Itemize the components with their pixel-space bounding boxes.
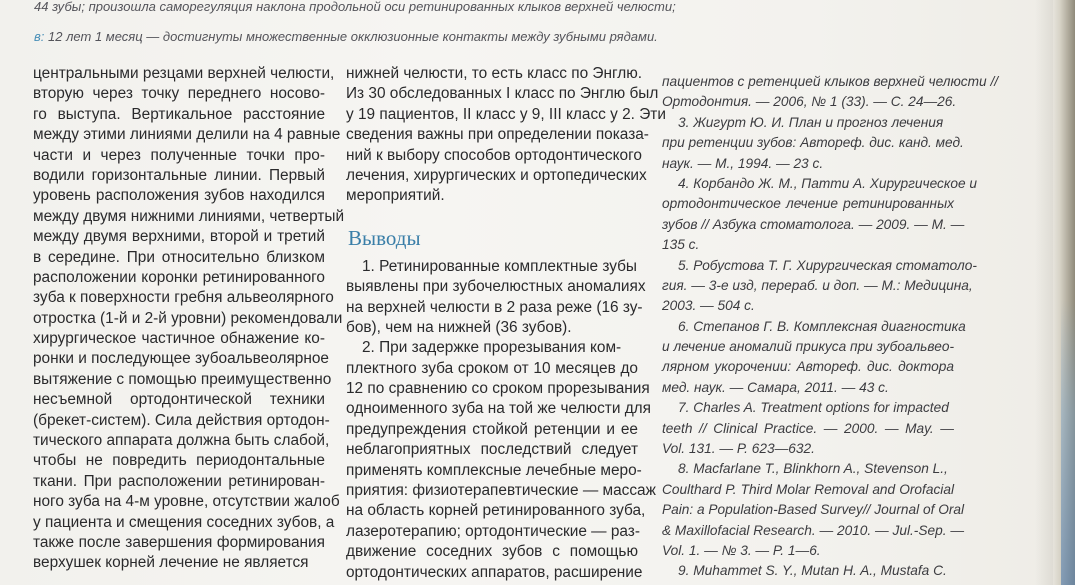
body-text-line: уровень расположения зубов находился: [33, 187, 325, 205]
reference-line: зубов // Азбука стоматолога. — 2009. — М. —: [662, 216, 965, 232]
body-text-line: вытяжение с помощью преимущественно: [33, 370, 332, 388]
body-text-line: расположении коронки ретинированного: [33, 268, 325, 286]
conclusion-line: лазеротерапию; ортодонтические — раз-: [346, 522, 640, 540]
conclusion-line: на область корней ретинированного зуба,: [346, 502, 646, 520]
figure-caption-line-2: [34, 27, 1044, 46]
page-fold-shadow: [1035, 0, 1053, 585]
reference-line: Vol. 1. — № 3. — P. 1—6.: [662, 542, 821, 558]
caption-label: в:: [34, 29, 45, 44]
body-text-line: сведения важны при определении показа-: [346, 126, 649, 144]
body-text-line: несъемной ортодонтической техники: [33, 391, 325, 409]
reference-line: 8. Macfarlane T., Blinkhorn A., Stevenson L.,: [678, 461, 948, 477]
reference-line: 4. Корбандо Ж. М., Патти А. Хирургическое и: [678, 175, 977, 191]
conclusion-line: предупреждения стойкой ретенции и ее: [346, 420, 638, 438]
reference-line: пациентов с ретенцией клыков верхней челюсти //: [662, 74, 999, 89]
reference-line: при ретенции зубов: Автореф. дис. канд. мед.: [662, 135, 964, 151]
body-text-line: мероприятий.: [346, 187, 445, 205]
reference-line: 9. Muhammet S. Y., Mutan H. A., Mustafa C.: [678, 563, 947, 579]
reference-line: 6. Степанов Г. В. Комплексная диагностика: [678, 318, 966, 334]
reference-line: лярном укорочении: Автореф. дис. доктора: [662, 359, 954, 375]
reference-line: teeth // Clinical Practice. — 2000. — May. —: [662, 420, 954, 436]
conclusion-line: приятия: физиотерапевтические — массаж: [346, 482, 656, 500]
paragraph-classification: [346, 64, 666, 207]
reference-line: 135 с.: [662, 237, 700, 253]
body-text-line: между двумя верхними, второй и третий: [33, 228, 325, 246]
body-text-line: отростка (1-й и 2-й уровни) рекомендовали: [33, 309, 343, 327]
conclusion-line: бов), чем на нижней (36 зубов).: [346, 318, 572, 336]
body-text-line: у пациента и смещения соседних зубов, а: [33, 513, 335, 531]
reference-line: ортодонтическое лечение ретинированных: [662, 196, 954, 212]
body-text-line: чтобы не повредить периодонтальные: [33, 452, 325, 470]
conclusion-line: на верхней челюсти в 2 раза реже (16 зу-: [346, 298, 643, 316]
conclusion-line: одноименного зуба на той же челюсти для: [346, 400, 651, 418]
page-edge-color-strip: [1061, 300, 1075, 585]
body-text-line: ного зуба на 4-м уровне, отсутствии жалоб: [33, 493, 340, 511]
body-text-line: также после завершения формирования: [33, 533, 325, 551]
body-text-line: хирургическое частичное обнажение ко-: [33, 330, 325, 348]
reference-line: Coulthard P. Third Molar Removal and Orofacial: [662, 481, 954, 497]
reference-line: 2003. — 504 с.: [662, 298, 755, 314]
conclusions-list: [346, 257, 656, 583]
body-text-line: части и через полученные точки про-: [33, 146, 325, 164]
section-heading-conclusions: Выводы: [348, 225, 421, 250]
text-column-left: [33, 64, 345, 574]
reference-line: наук. — М., 1994. — 23 с.: [662, 155, 824, 171]
body-text-line: тического аппарата должна быть слабой,: [33, 432, 330, 450]
body-text-line: между двумя нижними линиями, четвертый: [33, 207, 345, 225]
reference-line: Ортодонтия. — 2006, № 1 (33). — С. 24—26.: [662, 94, 957, 110]
body-text-line: между этими линиями делили на 4 равные: [33, 126, 341, 144]
conclusion-line: плектного зуба сроком от 10 месяцев до: [346, 359, 638, 377]
references-column: [662, 72, 999, 582]
text-column-middle: [346, 64, 666, 583]
reference-line: гия. — 3-е изд, перераб. и доп. — М.: Медицина,: [662, 277, 973, 293]
body-text-line: у 19 пациентов, II класс у 9, III класс у 2. Эти: [346, 105, 666, 123]
reference-line: & Maxillofacial Research. — 2010. — Jul.-Sep. —: [662, 522, 965, 538]
conclusion-line: применять комплексные лечебные меро-: [346, 461, 642, 479]
reference-line: и лечение аномалий прикуса при зубоальвео-: [662, 339, 954, 355]
body-text-line: нижней челюсти, то есть класс по Энглю.: [346, 65, 643, 82]
body-text-line: го выступа. Вертикальное расстояние: [33, 105, 325, 123]
reference-line: 5. Робустова Т. Г. Хирургическая стоматоло-: [678, 257, 977, 273]
body-text-line: Из 30 обследованных I класс по Энглю был: [346, 85, 659, 103]
caption-text: 12 лет 1 месяц — достигнуты множественные окклюзионные контакты между зубными рядами.: [48, 29, 658, 44]
conclusion-line: движение соседних зубов с помощью: [346, 543, 638, 561]
conclusion-line: выявлены при зубочелюстных аномалиях: [346, 278, 646, 296]
body-text-line: вторую через точку переднего носово-: [33, 85, 325, 103]
body-text-line: лечения, хирургических и ортопедических: [346, 166, 647, 184]
reference-line: мед. наук. — Самара, 2011. — 43 с.: [662, 379, 889, 395]
reference-line: Vol. 131. — P. 623—632.: [662, 441, 815, 457]
body-text-line: центральными резцами верхней челюсти,: [33, 65, 335, 82]
body-text-line: водили горизонтальные линии. Первый: [33, 166, 325, 184]
conclusion-line: 1. Ретинированные комплектные зубы: [362, 257, 637, 275]
body-text-line: в середине. При относительно близком: [33, 248, 325, 266]
conclusion-line: 12 по сравнению со сроком прорезывания: [346, 380, 650, 398]
body-text-line: ронки и последующее зубоальвеолярное: [33, 350, 329, 368]
conclusion-line: ортодонтических аппаратов, расширение: [346, 563, 643, 581]
conclusion-line: неблагоприятных последствий следует: [346, 441, 638, 459]
body-text-line: ний к выбору способов ортодонтического: [346, 146, 642, 164]
figure-caption-line-1: 44 зубы; произошла саморегуляция наклона продольной оси ретинированных клыков верхней челюсти;: [34, 0, 676, 14]
body-text-line: верхушек корней лечение не является: [33, 554, 309, 572]
reference-line: 7. Charles A. Treatment options for impacted: [678, 400, 949, 416]
conclusion-line: 2. При задержке прорезывания ком-: [362, 339, 622, 357]
reference-line: Pain: a Population-Based Survey// Journal of Oral: [662, 502, 965, 518]
body-text-line: ткани. При расположении ретинирован-: [33, 472, 325, 490]
reference-line: 3. Жигурт Ю. И. План и прогноз лечения: [678, 114, 944, 130]
body-text-line: зуба к поверхности гребня альвеолярного: [33, 289, 334, 307]
body-text-line: (брекет-систем). Сила действия ортодон-: [33, 411, 330, 429]
